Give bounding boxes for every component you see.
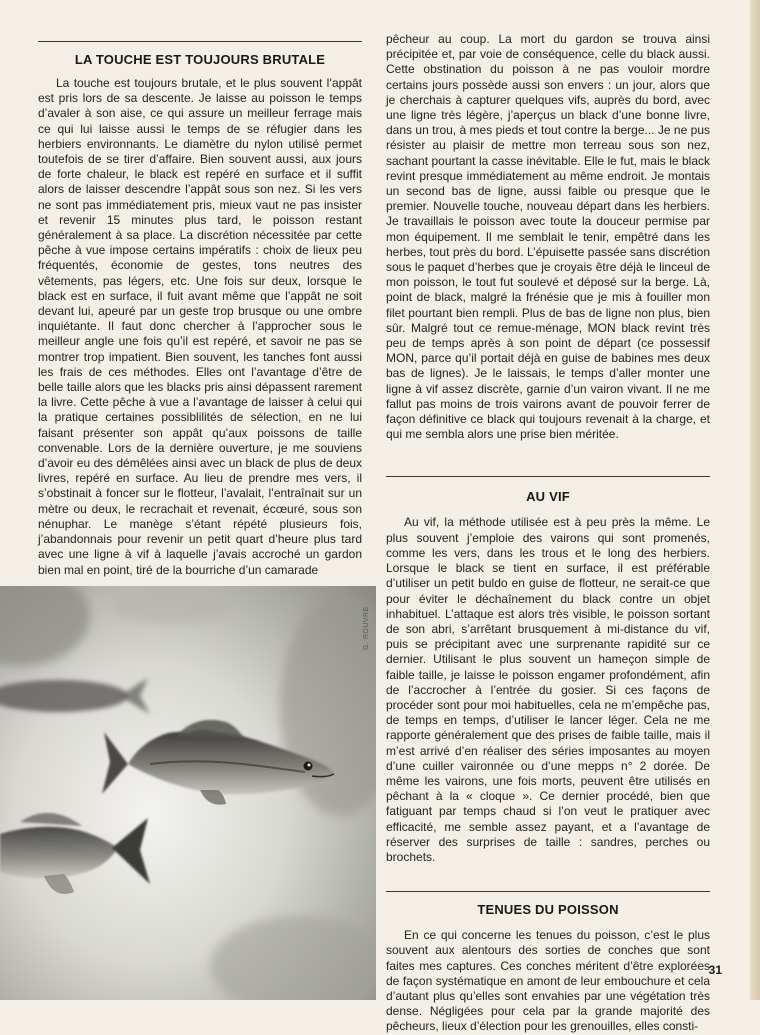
- page-edge: [750, 0, 760, 1000]
- section-rule-vif: [386, 476, 710, 477]
- top-rule-left: [38, 41, 362, 42]
- body-paragraph-vif: Au vif, la méthode utilisée est à peu près la même. Le plus souvent j’emploie des vairons qui sont promenés, comme les vers, dans les trous et le long des herbiers. Lorsque le black se tient en surface, il est préférable d’utiliser un petit buldo en guise de flotteur, ne serait-ce que pour éviter le déchaînement du black contre un objet inhabituel. L’attaque est alors très visible, le poisson sortant de son abri, s’arrêtant brusquement à mi-distance du vif, puis se précipitant avec une surprenante rapidité sur ce dernier. Utilisant le plus souvent un hameçon simple de faible taille, je laisse le poisson engamer profondément, afin de l’accrocher à l’entrée du gosier. Si ces façons de procéder sont pour moi habituelles, cela ne m’empêche pas, de temps en temps, d’utiliser le lancer léger. Cela ne me rapporte généralement que des prises de faible taille, mais il m’est arrivé d’en réaliser des séries imposantes au moyen d’une cuiller vaironnée ou d’une mepps n° 2 dorée. De même les vairons, une fois morts, peuvent être utilisés en pêchant à la « cloque ». Ce dernier procédé, bien que fatiguant par temps chaud si l’on veut le pratiquer avec efficacité, me semble assez payant, et a l’avantage de réserver des surprises de taille : sandres, perches ou brochets.: [386, 515, 710, 864]
- fish-photo: [0, 586, 376, 1000]
- section-heading-touche: LA TOUCHE EST TOUJOURS BRUTALE: [74, 52, 326, 67]
- photo-credit: G. ROUVRE: [363, 606, 370, 650]
- body-paragraph-continuation: pêcheur au coup. La mort du gardon se trouva ainsi précipitée et, par voie de conséquence, celle du black aussi. Cette obstination du poisson à ne pas vouloir mordre certains jours possède aussi son envers : un jour, alors que je cherchais à capturer quelques vifs, auprès du bord, avec une ligne très légère, j’aperçus un black d’une bonne livre, dans un trou, à mes pieds et tout contre la berge... Je ne pus résister au plaisir de mettre mon terreau sous son nez, sachant pourtant la casse inévitable. Elle le fut, mais le black revint presque immédiatement au même endroit. Je montais un second bas de ligne, aussi faible ou presque que le premier. Nouvelle touche, nouveau départ dans les herbiers. Je travaillais le poisson avec toute la douceur permise par mon équipement. Il me semblait le tenir, empêtré dans les herbes, tout près du bord. L’épuisette passée sans discrétion sous le paquet d’herbes que je croyais être déjà le linceul de mon poisson, le tout fut soulevé et déposé sur la berge. Là, point de black, malgré la frénésie que je mis à fouiller mon filet pourtant bien rempli. Plus de bas de ligne non plus, bien sûr. Malgré tout ce remue-ménage, MON black revint très peu de temps après à son point de départ (ce possessif MON, parce qu’il portait déjà en guise de babines mes deux bas de lignes). Je le laissais, le temps d’aller monter une ligne à vif assez discrète, garnie d’un vairon vivant. Il ne me fallut pas moins de trois vairons avant de pouvoir ferrer de façon définitive ce black qui toujours revenait à la charge, et qui me sembla alors une prise bien méritée.: [386, 32, 710, 442]
- bass-underwater-illustration: [0, 586, 376, 1000]
- body-paragraph-touche: La touche est toujours brutale, et le plus souvent l’appât est pris lors de sa descente. Je laisse au poisson le temps d’avaler à son aise, ce qui assure un meilleur ferrage mais ce qui lui laisse aussi le temps de se réfugier dans les herbiers environnants. Le diamètre du nylon utilisé permet toutefois de se tirer d’affaire. Bien souvent aussi, aux jours de forte chaleur, le black est repéré en surface et il suffit alors de laisser descendre l’appât sous son nez. Si les vers ne sont pas immédiatement pris, mieux vaut ne pas insister et revenir 15 minutes plus tard, le poisson restant généralement à sa place. La discrétion nécessitée par cette pêche à vue impose certains impératifs : choix de lieux peu fréquentés, économie de gestes, tons neutres des vêtements, pas légers, etc. Une fois sur deux, lorsque le black est en surface, il fuit avant même que l’appât ne soit devant lui, apeuré par un geste trop brusque ou une ombre inquiétante. Il faut donc chercher à l’approcher sous le meilleur angle une fois qu’il est repéré, et savoir ne pas se montrer trop impatient. Bien souvent, les tanches font aussi les frais de ces méthodes. Elles ont l’avantage d’être de belle taille alors que les blacks pris ainsi dépassent rarement la livre. Cette pêche à vue a l’avantage de laisser à celui qui la pratique certaines possiblilités de sélection, en ne lui faisant présenter son appât qu’aux poissons de taille convenable. Lors de la dernière ouverture, je me souviens d’avoir eu des démêlées ainsi avec un black de plus de deux livres, repéré en surface. Au lieu de prendre mes vers, il s’obstinait à foncer sur le flotteur, l’avalait, l’entraînait sur un mètre ou deux, le recrachait et revenait, écœuré, sous son nénuphar. Le manège s’étant répété plusieurs fois, j’abandonnais pour revenir un petit quart d’heure plus tard avec une ligne à vif à laquelle j’avais accroché un gardon bien mal en point, tiré de la bourriche d’un camarade: [38, 76, 362, 577]
- body-paragraph-tenues: En ce qui concerne les tenues du poisson, c’est le plus souvent aux alentours des sorties de conches que sont faites mes captures. Ces conches méritent d’être explorées de façon systématique en amont de leur embouchure et cela d’autant plus qu’elles sont envahies par une végétation très dense. Négligées pour cela par la grande majorité des pêcheurs, lieux d’élection pour les grenouilles, elles consti-: [386, 928, 710, 1034]
- page-number: 31: [708, 963, 722, 977]
- section-heading-tenues: TENUES DU POISSON: [477, 902, 619, 918]
- right-column: [386, 0, 710, 1035]
- section-rule-tenues: [386, 891, 710, 892]
- left-column: [38, 0, 362, 578]
- section-heading-vif: AU VIF: [526, 489, 570, 505]
